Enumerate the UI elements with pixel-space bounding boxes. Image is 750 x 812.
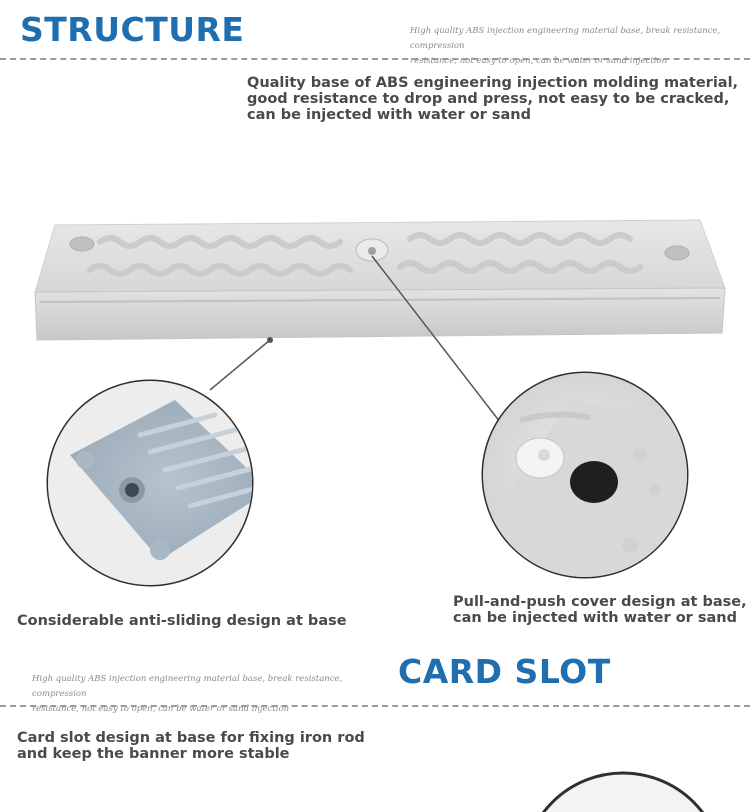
right-caption-line-1: Pull-and-push cover design at base, [453,594,747,610]
section-divider-bottom [0,705,750,707]
structure-tagline-line-2: resistance, not easy to open, can be water or sand injection [410,56,668,66]
anti-sliding-detail [40,380,270,590]
callout-dot-left [267,337,273,343]
card-slot-description-line-1: Card slot design at base for fixing iron rod [17,730,365,746]
callout-line-left [210,340,270,390]
card-slot-title: CARD SLOT [398,652,611,691]
structure-intro-line-2: good resistance to drop and press, not easy to be cracked, [247,91,730,107]
pull-push-cover-detail [480,370,690,580]
section-divider-top [0,58,750,60]
right-caption [453,594,747,626]
product-illustration [0,190,750,630]
abs-base-block [35,220,725,340]
card-slot-description [17,730,365,762]
structure-intro-line-3: can be injected with water or sand [247,107,531,123]
structure-title: STRUCTURE [20,10,245,49]
card-slot-tagline-line-2: resistance, not easy to open, can be water or sand injection [32,704,290,714]
card-slot-tagline [32,672,372,717]
structure-tagline [410,24,750,69]
structure-tagline-line-1: High quality ABS injection engineering material base, break resistance, compression [410,26,721,51]
card-slot-tagline-line-1: High quality ABS injection engineering material base, break resistance, compression [32,674,343,699]
card-slot-description-line-2: and keep the banner more stable [17,746,290,762]
structure-intro-line-1: Quality base of ABS engineering injection molding material, [247,75,739,91]
right-caption-line-2: can be injected with water or sand [453,610,737,626]
card-slot-detail [515,765,750,812]
left-caption: Considerable anti-sliding design at base [17,613,347,629]
structure-intro [247,75,738,123]
